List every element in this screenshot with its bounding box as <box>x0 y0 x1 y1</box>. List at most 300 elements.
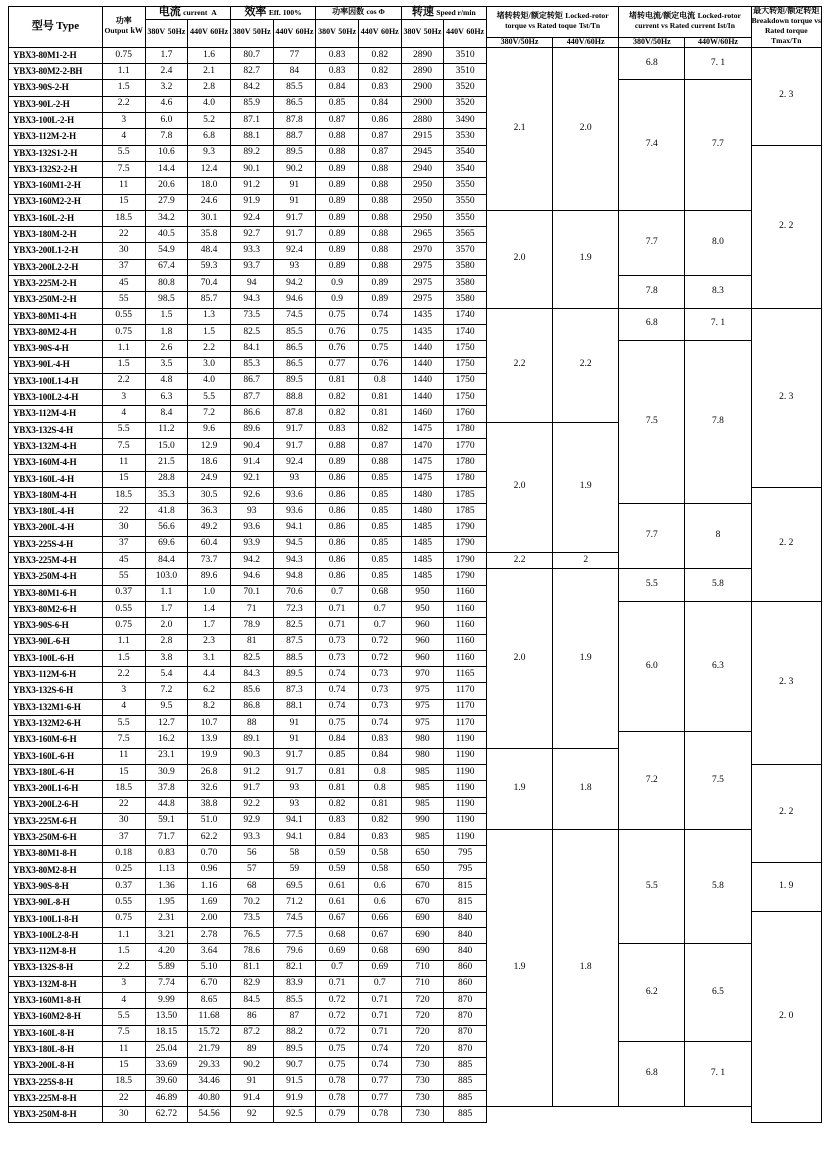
cell-e380: 85.3 <box>230 357 273 373</box>
cell-e380: 94 <box>230 276 273 292</box>
cell-type: YBX3-132S1-2-H <box>9 145 103 161</box>
cell-e440: 82.5 <box>273 618 316 634</box>
cell-kw: 7.5 <box>102 732 145 748</box>
cell-i380: 34.2 <box>145 210 188 226</box>
cell-s380: 1440 <box>401 373 444 389</box>
cell-p380: 0.78 <box>316 1090 359 1106</box>
cell-e380: 93.9 <box>230 536 273 552</box>
cell-locked-current-380: 7.8 <box>619 276 685 309</box>
cell-i380: 71.7 <box>145 830 188 846</box>
cell-kw: 1.1 <box>102 341 145 357</box>
cell-i380: 39.60 <box>145 1074 188 1090</box>
cell-kw: 3 <box>102 683 145 699</box>
cell-s380: 1485 <box>401 553 444 569</box>
cell-p440: 0.71 <box>358 1009 401 1025</box>
cell-i380: 21.5 <box>145 455 188 471</box>
cell-i380: 1.1 <box>145 585 188 601</box>
cell-p380: 0.74 <box>316 667 359 683</box>
cell-i440: 2.2 <box>188 341 231 357</box>
cell-i440: 4.0 <box>188 373 231 389</box>
cell-kw: 37 <box>102 830 145 846</box>
cell-e380: 90.3 <box>230 748 273 764</box>
table-row <box>9 341 822 357</box>
cell-locked-current-380: 5.5 <box>619 569 685 602</box>
cell-p380: 0.84 <box>316 80 359 96</box>
v440-label: 440V <box>190 27 208 37</box>
cell-s380: 730 <box>401 1090 444 1106</box>
cell-kw: 1.5 <box>102 650 145 666</box>
cell-locked-current-440: 8.3 <box>685 276 751 309</box>
h50-label: 50Hz <box>167 27 186 37</box>
cell-s380: 990 <box>401 813 444 829</box>
cell-p440: 0.7 <box>358 618 401 634</box>
cell-kw: 22 <box>102 1090 145 1106</box>
cell-i440: 5.10 <box>188 960 231 976</box>
cell-p440: 0.6 <box>358 879 401 895</box>
cell-s380: 650 <box>401 862 444 878</box>
cell-i440: 30.5 <box>188 487 231 503</box>
cell-s440: 1160 <box>444 585 487 601</box>
cell-p440: 0.75 <box>358 341 401 357</box>
cell-breakdown-torque: 2. 0 <box>751 911 821 1123</box>
cell-e380: 92.4 <box>230 210 273 226</box>
cell-i380: 1.13 <box>145 862 188 878</box>
cell-s440: 3510 <box>444 64 487 80</box>
cell-s380: 2975 <box>401 276 444 292</box>
cell-e380: 92.1 <box>230 471 273 487</box>
cell-type: YBX3-200L2-6-H <box>9 797 103 813</box>
cell-s380: 2975 <box>401 292 444 308</box>
header-output-unit: kW <box>130 25 143 35</box>
cell-i440: 18.6 <box>188 455 231 471</box>
cell-breakdown-torque: 2. 2 <box>751 145 821 308</box>
cell-i440: 8.65 <box>188 993 231 1009</box>
cell-e380: 91.7 <box>230 781 273 797</box>
cell-i380: 37.8 <box>145 781 188 797</box>
cell-type: YBX3-225M-8-H <box>9 1090 103 1106</box>
cell-s380: 1435 <box>401 324 444 340</box>
cell-type: YBX3-160M1-2-H <box>9 178 103 194</box>
cell-i380: 6.3 <box>145 390 188 406</box>
v380-label: 380V <box>147 27 166 37</box>
cell-i440: 10.7 <box>188 716 231 732</box>
cell-p440: 0.58 <box>358 862 401 878</box>
cell-i440: 60.4 <box>188 536 231 552</box>
cell-e380: 86.6 <box>230 406 273 422</box>
cell-s440: 1190 <box>444 732 487 748</box>
header-current-440 <box>188 19 231 47</box>
cell-i440: 18.0 <box>188 178 231 194</box>
cell-kw: 0.55 <box>102 308 145 324</box>
cell-kw: 0.75 <box>102 324 145 340</box>
header-eff-380: 380V 50Hz <box>230 19 273 47</box>
cell-e440: 70.6 <box>273 585 316 601</box>
header-breakdown-torque <box>751 7 821 48</box>
cell-breakdown-torque: 2. 3 <box>751 47 821 145</box>
cell-p440: 0.67 <box>358 927 401 943</box>
cell-type: YBX3-225M-6-H <box>9 813 103 829</box>
cell-p380: 0.71 <box>316 601 359 617</box>
cell-e440: 94.1 <box>273 813 316 829</box>
cell-i440: 2.1 <box>188 64 231 80</box>
cell-s380: 975 <box>401 716 444 732</box>
cell-s380: 2965 <box>401 227 444 243</box>
cell-breakdown-torque: 2. 3 <box>751 601 821 764</box>
cell-type: YBX3-160M2-2-H <box>9 194 103 210</box>
cell-e440: 91.7 <box>273 439 316 455</box>
header-current <box>145 7 230 20</box>
cell-locked-torque-380: 2.0 <box>486 569 552 748</box>
cell-type: YBX3-90S-2-H <box>9 80 103 96</box>
cell-type: YBX3-112M-8-H <box>9 944 103 960</box>
cell-s380: 1480 <box>401 504 444 520</box>
h60-label: 60Hz <box>210 27 229 37</box>
cell-i440: 62.2 <box>188 830 231 846</box>
cell-e440: 85.5 <box>273 324 316 340</box>
cell-p380: 0.71 <box>316 976 359 992</box>
table-row <box>9 944 822 960</box>
cell-p440: 0.66 <box>358 911 401 927</box>
cell-i440: 1.4 <box>188 601 231 617</box>
cell-s440: 3550 <box>444 210 487 226</box>
cell-locked-torque-380: 1.9 <box>486 830 552 1107</box>
cell-i440: 1.0 <box>188 585 231 601</box>
cell-e380: 81 <box>230 634 273 650</box>
cell-e440: 85.5 <box>273 993 316 1009</box>
cell-locked-current-380: 6.8 <box>619 1041 685 1106</box>
cell-p380: 0.77 <box>316 357 359 373</box>
cell-e380: 84.5 <box>230 993 273 1009</box>
cell-i380: 2.8 <box>145 634 188 650</box>
motor-specification-table <box>8 6 822 1123</box>
header-locked-torque-sym: Tst/Tn <box>578 21 601 31</box>
cell-p440: 0.73 <box>358 667 401 683</box>
cell-kw: 4 <box>102 699 145 715</box>
cell-p440: 0.83 <box>358 80 401 96</box>
cell-e440: 84 <box>273 64 316 80</box>
cell-s380: 1485 <box>401 536 444 552</box>
cell-s440: 870 <box>444 1041 487 1057</box>
cell-e440: 91.7 <box>273 210 316 226</box>
cell-i440: 51.0 <box>188 813 231 829</box>
cell-kw: 1.1 <box>102 927 145 943</box>
cell-s380: 1460 <box>401 406 444 422</box>
cell-s380: 1435 <box>401 308 444 324</box>
cell-i380: 12.7 <box>145 716 188 732</box>
cell-p440: 0.89 <box>358 276 401 292</box>
cell-p440: 0.85 <box>358 553 401 569</box>
cell-i380: 4.20 <box>145 944 188 960</box>
cell-e440: 77 <box>273 47 316 63</box>
cell-s440: 3520 <box>444 80 487 96</box>
cell-p440: 0.7 <box>358 601 401 617</box>
cell-p440: 0.76 <box>358 357 401 373</box>
cell-p440: 0.81 <box>358 390 401 406</box>
cell-p380: 0.89 <box>316 455 359 471</box>
cell-p380: 0.74 <box>316 699 359 715</box>
cell-i380: 30.9 <box>145 764 188 780</box>
cell-e380: 70.1 <box>230 585 273 601</box>
cell-e440: 93 <box>273 471 316 487</box>
cell-type: YBX3-180M-4-H <box>9 487 103 503</box>
header-efficiency-cn: 效率 <box>244 6 267 18</box>
cell-locked-torque-440: 1.9 <box>553 422 619 552</box>
cell-s380: 1475 <box>401 422 444 438</box>
cell-e440: 92.5 <box>273 1107 316 1123</box>
cell-p380: 0.71 <box>316 618 359 634</box>
cell-s440: 1165 <box>444 667 487 683</box>
cell-locked-current-440: 7.7 <box>685 80 751 210</box>
cell-p380: 0.75 <box>316 716 359 732</box>
cell-e380: 85.9 <box>230 96 273 112</box>
header-speed-380: 380V 50Hz <box>401 19 444 47</box>
cell-kw: 0.37 <box>102 879 145 895</box>
cell-e380: 94.2 <box>230 553 273 569</box>
cell-p380: 0.88 <box>316 439 359 455</box>
cell-e380: 93.3 <box>230 830 273 846</box>
cell-p440: 0.88 <box>358 243 401 259</box>
header-speed-440: 440V 60Hz <box>444 19 487 47</box>
cell-e440: 71.2 <box>273 895 316 911</box>
cell-s380: 975 <box>401 699 444 715</box>
cell-i440: 1.5 <box>188 324 231 340</box>
cell-s440: 1790 <box>444 520 487 536</box>
cell-i440: 11.68 <box>188 1009 231 1025</box>
cell-type: YBX3-160L-8-H <box>9 1025 103 1041</box>
cell-locked-torque-440: 2.0 <box>553 47 619 210</box>
cell-s440: 885 <box>444 1058 487 1074</box>
cell-i380: 25.04 <box>145 1041 188 1057</box>
cell-locked-current-380: 6.8 <box>619 47 685 80</box>
cell-i380: 1.95 <box>145 895 188 911</box>
cell-locked-current-380: 6.8 <box>619 308 685 341</box>
cell-locked-current-440: 7. 1 <box>685 47 751 80</box>
cell-p380: 0.83 <box>316 64 359 80</box>
cell-e380: 78.9 <box>230 618 273 634</box>
cell-p380: 0.86 <box>316 504 359 520</box>
header-speed-en: Speed r/min <box>436 8 476 17</box>
cell-e380: 92 <box>230 1107 273 1123</box>
cell-locked-current-380: 7.7 <box>619 504 685 569</box>
cell-p380: 0.59 <box>316 846 359 862</box>
cell-i380: 9.99 <box>145 993 188 1009</box>
header-breakdown-cn: 最大转矩/额定转矩 <box>753 6 820 15</box>
cell-i380: 2.4 <box>145 64 188 80</box>
cell-p440: 0.72 <box>358 650 401 666</box>
cell-kw: 2.2 <box>102 960 145 976</box>
cell-p380: 0.73 <box>316 634 359 650</box>
cell-i380: 40.5 <box>145 227 188 243</box>
cell-p380: 0.86 <box>316 536 359 552</box>
cell-e440: 94.8 <box>273 569 316 585</box>
cell-s440: 3530 <box>444 129 487 145</box>
cell-s440: 1785 <box>444 504 487 520</box>
cell-p440: 0.73 <box>358 683 401 699</box>
cell-s440: 815 <box>444 895 487 911</box>
cell-i440: 12.9 <box>188 439 231 455</box>
cell-p440: 0.68 <box>358 944 401 960</box>
cell-kw: 0.75 <box>102 47 145 63</box>
cell-p440: 0.7 <box>358 976 401 992</box>
cell-kw: 37 <box>102 536 145 552</box>
cell-p380: 0.78 <box>316 1074 359 1090</box>
cell-type: YBX3-225S-8-H <box>9 1074 103 1090</box>
header-type <box>9 7 103 48</box>
cell-i380: 1.36 <box>145 879 188 895</box>
cell-s440: 860 <box>444 976 487 992</box>
cell-type: YBX3-80M2-8-H <box>9 862 103 878</box>
header-speed-cn: 转速 <box>411 6 434 18</box>
cell-p380: 0.76 <box>316 324 359 340</box>
cell-i440: 24.9 <box>188 471 231 487</box>
cell-kw: 15 <box>102 1058 145 1074</box>
cell-kw: 18.5 <box>102 1074 145 1090</box>
cell-e440: 91.7 <box>273 748 316 764</box>
cell-e380: 70.2 <box>230 895 273 911</box>
cell-kw: 0.55 <box>102 601 145 617</box>
cell-type: YBX3-225M-4-H <box>9 553 103 569</box>
cell-i440: 35.8 <box>188 227 231 243</box>
cell-p380: 0.72 <box>316 1025 359 1041</box>
cell-s440: 1780 <box>444 455 487 471</box>
cell-e440: 83.9 <box>273 976 316 992</box>
cell-type: YBX3-90L-8-H <box>9 895 103 911</box>
cell-s440: 840 <box>444 911 487 927</box>
cell-e440: 82.1 <box>273 960 316 976</box>
cell-s380: 690 <box>401 927 444 943</box>
cell-e380: 57 <box>230 862 273 878</box>
header-ist-380: 380V/50Hz <box>619 38 685 47</box>
cell-breakdown-torque: 2. 2 <box>751 487 821 601</box>
table-header <box>9 7 822 48</box>
cell-e440: 92.4 <box>273 243 316 259</box>
cell-s440: 1160 <box>444 618 487 634</box>
cell-s380: 950 <box>401 585 444 601</box>
cell-p440: 0.82 <box>358 813 401 829</box>
header-pf-380: 380V 50Hz <box>316 19 359 47</box>
cell-p380: 0.84 <box>316 830 359 846</box>
cell-kw: 0.18 <box>102 846 145 862</box>
header-pf-en: cos Φ <box>366 7 385 16</box>
cell-s380: 2890 <box>401 64 444 80</box>
cell-s380: 2945 <box>401 145 444 161</box>
header-current-cn: 电流 <box>158 6 181 18</box>
cell-p440: 0.84 <box>358 96 401 112</box>
header-power-factor <box>316 7 401 20</box>
cell-kw: 5.5 <box>102 422 145 438</box>
cell-p440: 0.74 <box>358 716 401 732</box>
cell-e380: 86.7 <box>230 373 273 389</box>
cell-s440: 3490 <box>444 113 487 129</box>
cell-i380: 1.5 <box>145 308 188 324</box>
cell-i440: 6.2 <box>188 683 231 699</box>
table-body <box>9 47 822 1123</box>
cell-locked-current-440: 7.5 <box>685 732 751 830</box>
cell-e380: 82.5 <box>230 324 273 340</box>
cell-i440: 12.4 <box>188 161 231 177</box>
cell-kw: 4 <box>102 129 145 145</box>
table-row <box>9 1107 822 1123</box>
cell-p440: 0.71 <box>358 993 401 1009</box>
cell-s380: 980 <box>401 748 444 764</box>
cell-i440: 7.2 <box>188 406 231 422</box>
cell-i380: 11.2 <box>145 422 188 438</box>
cell-locked-current-380: 6.0 <box>619 601 685 731</box>
cell-i440: 48.4 <box>188 243 231 259</box>
cell-s380: 2970 <box>401 243 444 259</box>
cell-kw: 37 <box>102 259 145 275</box>
cell-i440: 34.46 <box>188 1074 231 1090</box>
cell-kw: 22 <box>102 227 145 243</box>
cell-i380: 4.8 <box>145 373 188 389</box>
cell-e380: 71 <box>230 601 273 617</box>
cell-i440: 3.0 <box>188 357 231 373</box>
cell-kw: 3 <box>102 976 145 992</box>
cell-s440: 1190 <box>444 813 487 829</box>
header-tst-380: 380V/50Hz <box>486 38 552 47</box>
cell-breakdown-torque: 2. 3 <box>751 308 821 487</box>
cell-p380: 0.68 <box>316 927 359 943</box>
cell-p440: 0.8 <box>358 764 401 780</box>
cell-kw: 22 <box>102 504 145 520</box>
cell-p380: 0.88 <box>316 145 359 161</box>
table-row <box>9 601 822 617</box>
cell-s380: 2950 <box>401 178 444 194</box>
cell-s380: 985 <box>401 830 444 846</box>
cell-p440: 0.8 <box>358 373 401 389</box>
cell-p380: 0.86 <box>316 520 359 536</box>
cell-i440: 89.6 <box>188 569 231 585</box>
cell-i440: 2.8 <box>188 80 231 96</box>
cell-i440: 4.0 <box>188 96 231 112</box>
cell-kw: 55 <box>102 292 145 308</box>
cell-i380: 23.1 <box>145 748 188 764</box>
cell-p380: 0.83 <box>316 47 359 63</box>
cell-s440: 3510 <box>444 47 487 63</box>
cell-i440: 1.69 <box>188 895 231 911</box>
cell-i440: 9.3 <box>188 145 231 161</box>
cell-e380: 73.5 <box>230 911 273 927</box>
cell-e380: 82.5 <box>230 650 273 666</box>
cell-s440: 1190 <box>444 781 487 797</box>
cell-s380: 730 <box>401 1058 444 1074</box>
cell-kw: 7.5 <box>102 1025 145 1041</box>
cell-locked-current-380: 7.7 <box>619 210 685 275</box>
cell-i440: 0.96 <box>188 862 231 878</box>
cell-s440: 1750 <box>444 373 487 389</box>
cell-type: YBX3-112M-6-H <box>9 667 103 683</box>
cell-s380: 2950 <box>401 210 444 226</box>
cell-type: YBX3-160L-6-H <box>9 748 103 764</box>
cell-locked-current-440: 6.5 <box>685 944 751 1042</box>
cell-kw: 2.2 <box>102 96 145 112</box>
cell-i380: 8.4 <box>145 406 188 422</box>
cell-p380: 0.75 <box>316 308 359 324</box>
cell-e380: 86 <box>230 1009 273 1025</box>
cell-s440: 860 <box>444 960 487 976</box>
cell-s440: 1790 <box>444 569 487 585</box>
cell-type: YBX3-250M-6-H <box>9 830 103 846</box>
cell-e440: 91.5 <box>273 1074 316 1090</box>
cell-type: YBX3-90S-6-H <box>9 618 103 634</box>
cell-i380: 7.74 <box>145 976 188 992</box>
header-efficiency <box>230 7 315 20</box>
cell-breakdown-torque: 2. 2 <box>751 764 821 862</box>
cell-type: YBX3-200L1-6-H <box>9 781 103 797</box>
cell-type: YBX3-132M1-6-H <box>9 699 103 715</box>
cell-e380: 88.1 <box>230 129 273 145</box>
cell-e440: 91 <box>273 194 316 210</box>
